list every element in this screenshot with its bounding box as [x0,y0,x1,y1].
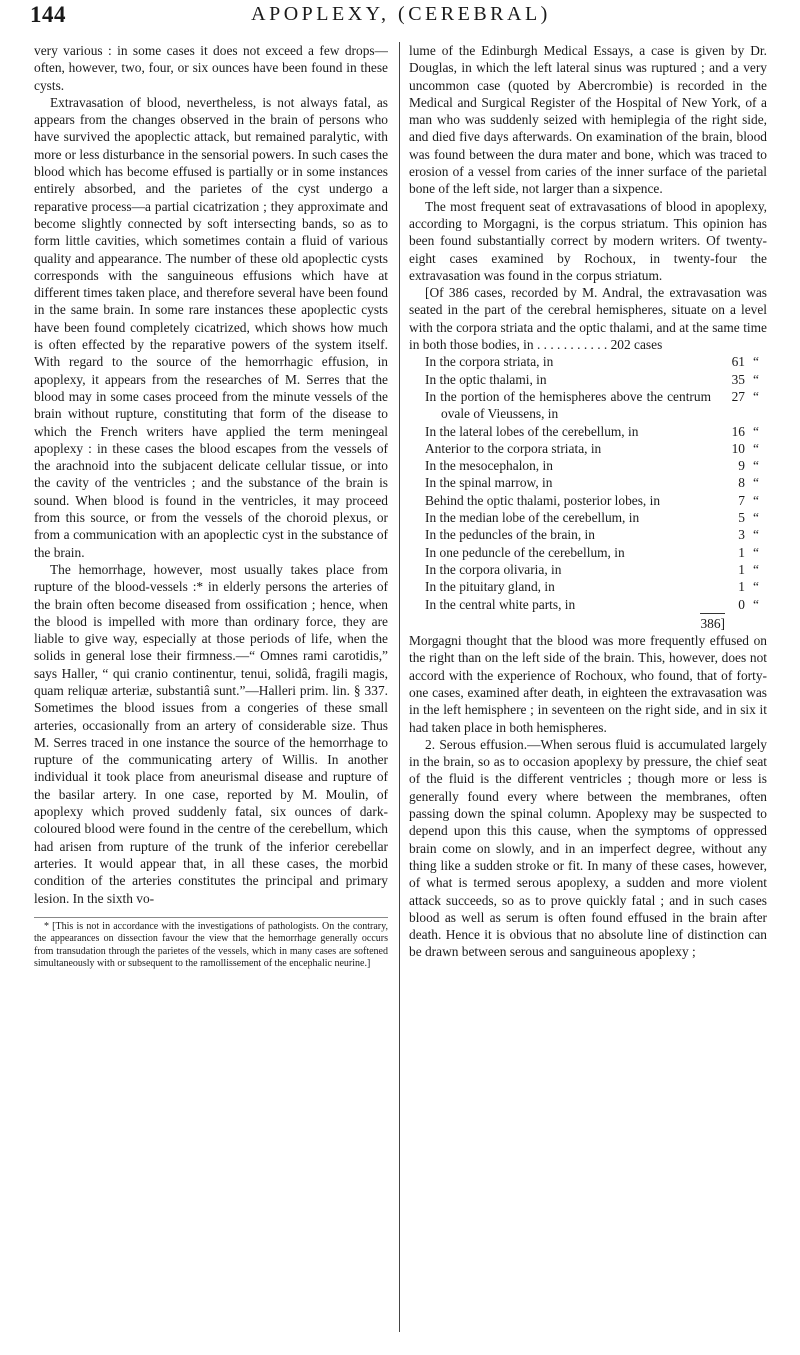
footnote [34,917,388,971]
page-header [22,0,780,42]
row-label: In one peduncle of the cerebellum, in [425,544,625,560]
row-label: In the corpora olivaria, in [425,561,562,577]
paragraph: The hemorrhage, however, most usually takes place from rupture of the blood-vessels :* in elderly persons the arteries of the brain often become diseased from ossification ; hence, when the blood is impelled with more than ordinary force, they are liable to give way, especially at those periods of life, when the solids in general lose their firmness.—“ Omnes rami carotidis,” says Haller, “ qui cranio continentur, tenui, solidâ, fragili magis, quam reliquæ arteriæ, substantiâ sunt.”—Halleri prim. lin. § 337. Sometimes the blood issues from a congeries of these small arteries, occasionally from an artery of considerable size. Thus M. Serres traced in one instance the source of the hemorrhage to rupture of the communicating artery of Willis. In another individual it took place from aneurismal disease and rupture of the basilar artery. In one case, reported by M. Moulin, of apoplexy which proved suddenly fatal, six ounces of dark-coloured blood were found in the centre of the cerebellum, which had arisen from rupture of the trunk of the inferior cerebellar arteries. It would appear that, in all these cases, the morbid condition of the arteries constitutes the principal and primary lesion. In the sixth vo- [34,561,388,906]
row-label: In the median lobe of the cerebellum, in [425,510,640,526]
ditto-mark: “ [753,388,759,404]
left-column [34,42,388,1342]
ditto-mark: “ [753,596,759,612]
row-value: 5 [738,510,745,526]
row-value: 9 [738,458,745,474]
row-value: 61 [731,354,745,370]
table-row [409,492,767,509]
ditto-mark: “ [753,354,759,370]
row-label: In the optic thalami, in [425,371,547,387]
ditto-mark: “ [753,492,759,508]
right-column [409,42,767,1342]
case-count: 202 cases [610,337,663,353]
paragraph-text: [Of 386 cases, recorded by M. Andral, the extravasation was seated in the part of the cerebral hemispheres, situate on a level with the corpora striata and the optic thalami, and at the same time in both those bodies, in [409,285,767,353]
ditto-mark: “ [753,423,759,439]
ditto-mark: “ [753,510,759,526]
row-value: 1 [738,561,745,577]
row-value: 35 [731,371,745,387]
row-label: In the pituitary gland, in [425,579,555,595]
statistics-table [409,353,767,612]
paragraph: lume of the Edinburgh Medical Essays, a case is given by Dr. Douglas, in which the left lateral sinus was ruptured ; and a very uncommon case (quoted by Abercrombie) is recorded in the Medical and Surgical Register of the Hospital of New York, of a man who was suddenly seized with hemiplegia of the right side, and died five days afterwards. On examination of the brain, blood was found between the dura mater and bone, which was traced to erosion of a vessel from caries of the inner surface of the parietal bone of the left side, not larger than a sixpence. [409,43,767,197]
row-label: In the lateral lobes of the cerebellum, in [425,423,639,439]
row-label: In the mesocephalon, in [425,458,553,474]
row-label: In the central white parts, in [425,596,576,612]
table-row [409,578,767,595]
table-row [409,509,767,526]
row-label: In the peduncles of the brain, in [425,527,595,543]
running-head: APOPLEXY, (CEREBRAL) [251,3,551,25]
paragraph: Extravasation of blood, nevertheless, is not always fatal, as appears from the changes observed in the brain of persons who have survived the apoplectic attack, but remained paralytic, with more or less disturbance in the sensorial powers. In such cases the blood which has become effused is partially or in some instances entirely absorbed, and the parietes of the cyst undergo a reparative process—a partial cicatrization ; they approximate and become slightly connected by soft intersecting bands, so as to form little cavities, which sometimes contain a fluid of various quality and appearance. The number of these old apoplectic cysts corresponds with the sanguineous effusions which have at different times taken place, and therefore several have been found in the same brain. In some rare instances these apoplectic cysts have been found completely cicatrized, which shows how much is often effected by the reparative powers of the system itself. With regard to the source of the hemorrhagic effusion, in apoplexy, it appears from the researches of M. Serres that the blood may in some cases proceed from the minute vessels of the brain without rupture, constituting that form of the disease to which the French writers have applied the term meningeal apoplexy : in these cases the blood escapes from the vessels of the arachnoid into the subjacent delicate cellular tissue, or into the cavity of the ventricles ; and the substance of the brain is sound. When blood is found in the ventricles, it may proceed from this source, or from the vessels of the choroid plexus, or from a communication with an apoplectic cyst in the substance of the brain. [34,94,388,560]
row-value: 16 [731,423,745,439]
row-label: In the corpora striata, in [425,354,554,370]
row-label: Behind the optic thalami, posterior lobes, in [425,492,661,508]
table-row [409,353,767,370]
row-value: 0 [738,596,745,612]
row-label: In the portion of the hemispheres above the centrum ovale of Vieussens, in [425,388,711,422]
ditto-mark: “ [753,544,759,560]
ditto-mark: “ [753,561,759,577]
row-label: Anterior to the corpora striata, in [425,440,602,456]
row-value: 1 [738,544,745,560]
ditto-mark: “ [753,579,759,595]
paragraph: 2. Serous effusion.—When serous fluid is accumulated largely in the brain, so as to occasion apoplexy by pressure, the chief seat of the fluid is the different ventricles ; though more or less is generally found every where between the membranes, often passing down the spinal column. Apoplexy may be suspected to depend upon this this cause, when the symptoms of oppressed brain come on slowly, and in an imperfect degree, without any thing like a sudden stroke or fit. In many of these cases, however, of what is termed serous apoplexy, a sudden and more violent attack succeeds, so as to prove quickly fatal ; and in such cases blood as well as serum is often found effused in the brain after death. Hence it is obvious that no absolute line of distinction can be drawn between serous and sanguineous apoplexy ; [409,736,767,960]
page-number: 144 [30,2,66,27]
paragraph: The most frequent seat of extravasations of blood in apoplexy, according to Morgagni, is the corpus striatum. This opinion has been found substantially correct by modern writers. Of twenty-eight cases examined by Rochoux, in twenty-four the extravasation was found in the corpus striatum. [409,198,767,283]
column-divider [399,42,400,1332]
table-row [409,371,767,388]
row-value: 8 [738,475,745,491]
ditto-mark: “ [753,371,759,387]
row-value: 27 [731,388,745,404]
table-row [409,526,767,543]
footnote-text: * [This is not in accordance with the investigations of pathologists. On the contrary, the appearances on dissection favour the view that the hemorrhage generally occurs from transudation through the parietes of the vessels, which in many cases are softened simultaneously with or subsequent to the ramollissement of the encephalic neurine.] [34,920,388,970]
paragraph: Morgagni thought that the blood was more frequently effused on the right than on the left side of the brain. This, however, does not accord with the experience of Rochoux, who found, that of forty-one cases, examined after death, in eighteen the extravasation was in the left hemisphere ; in seventeen on the right side, and in six it had taken place in both hemispheres. [409,633,767,735]
table-row [409,561,767,578]
row-label: In the spinal marrow, in [425,475,553,491]
row-value: 1 [738,579,745,595]
ditto-mark: “ [753,527,759,543]
row-value: 10 [731,440,745,456]
row-value: 7 [738,492,745,508]
table-row [409,423,767,440]
table-row [409,544,767,561]
total-value: 386] [700,613,725,632]
ditto-mark: “ [753,475,759,491]
table-row [409,457,767,474]
ditto-mark: “ [753,458,759,474]
row-value: 3 [738,527,745,543]
paragraph: very various : in some cases it does not exceed a few drops—often, however, two, four, or six ounces have been found in these cysts. [34,43,388,93]
table-row [409,596,767,613]
table-row [409,388,767,423]
table-row [409,474,767,491]
table-row [409,440,767,457]
paragraph: [Of 386 cases, recorded by M. Andral, the extravasation was seated in the part of the cerebral hemispheres, situate on a level with the corpora striata and the optic thalami, and at the same time in both those bodies, in . . . . . . . . . . . 202 cases [409,285,767,353]
ditto-mark: “ [753,440,759,456]
table-total [409,613,767,632]
